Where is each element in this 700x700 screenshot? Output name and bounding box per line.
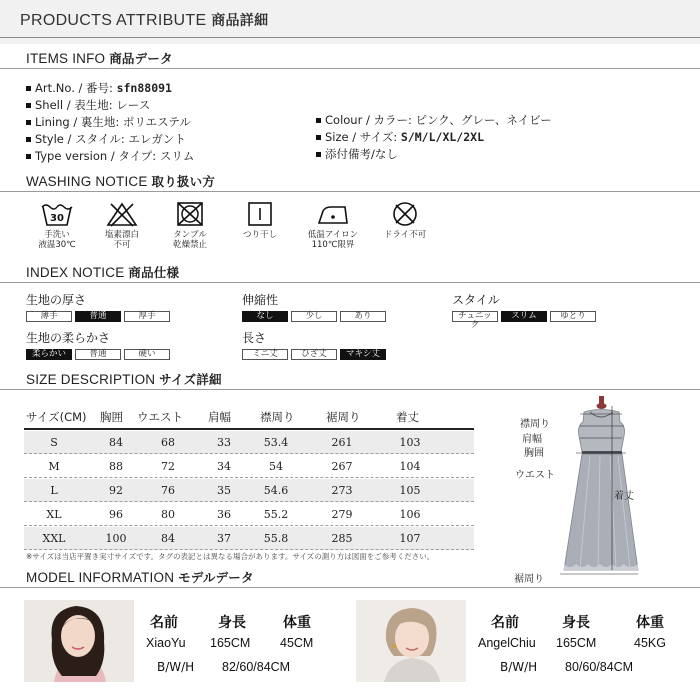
model1-name: XiaoYu bbox=[146, 636, 186, 650]
size-title bbox=[26, 370, 222, 388]
size-cell: 106 bbox=[399, 508, 421, 521]
model2-weight-header: 体重 bbox=[636, 615, 664, 631]
size-cell-label: M bbox=[48, 460, 60, 473]
page-title-ja: 商品詳細 bbox=[211, 13, 269, 29]
size-cell: 103 bbox=[399, 436, 421, 449]
model2-bwh: 80/60/84CM bbox=[565, 660, 634, 674]
size-table-row bbox=[24, 503, 474, 526]
model1-bwh-label: B/W/H bbox=[157, 660, 195, 674]
items-info-title bbox=[26, 49, 173, 67]
model2-height-header: 身長 bbox=[562, 615, 590, 631]
size-cell: 84 bbox=[161, 532, 175, 545]
stretch-option-yes: あり bbox=[340, 311, 386, 322]
col-chest: 胸囲 bbox=[100, 410, 123, 424]
info-size: Size / サイズ: S/M/L/XL/2XL bbox=[316, 129, 552, 146]
thickness-option-thick: 厚手 bbox=[124, 311, 170, 322]
size-title-ja: サイズ詳細 bbox=[159, 372, 222, 387]
size-cell: 96 bbox=[109, 508, 123, 521]
size-cell: 68 bbox=[161, 436, 175, 449]
size-divider bbox=[0, 389, 700, 390]
size-cell: 84 bbox=[109, 436, 123, 449]
model1-height-header: 身長 bbox=[218, 615, 246, 631]
model2-name-header: 名前 bbox=[491, 615, 519, 631]
no-dry-clean-icon bbox=[390, 201, 420, 227]
no-tumble-dry-icon bbox=[175, 201, 205, 227]
wash-item-no-bleach: 塩素漂白 不可 bbox=[90, 201, 154, 250]
washing-title-ja: 取り扱い方 bbox=[151, 174, 216, 189]
size-cell: 279 bbox=[331, 508, 353, 521]
length-title: 長さ bbox=[242, 331, 267, 345]
size-cell: 54 bbox=[269, 460, 283, 473]
model2-name: AngelChiu bbox=[478, 636, 536, 650]
size-table-header bbox=[26, 409, 472, 427]
index-title bbox=[26, 263, 179, 281]
softness-option-soft: 柔らかい bbox=[26, 349, 72, 360]
svg-text:30: 30 bbox=[50, 213, 64, 224]
size-cell: 107 bbox=[399, 532, 421, 545]
items-info-right bbox=[316, 112, 552, 163]
model-photo-2 bbox=[356, 600, 466, 682]
models-title-ja: モデルデータ bbox=[178, 570, 254, 585]
index-title-en: INDEX NOTICE bbox=[26, 265, 125, 280]
length-option-knee: ひざ丈 bbox=[291, 349, 337, 360]
size-cell: 55.8 bbox=[263, 532, 289, 545]
page-title bbox=[20, 10, 268, 30]
washing-divider bbox=[0, 191, 700, 192]
size-cell: 54.6 bbox=[263, 484, 289, 497]
wash-item-no-tumble: タンブル 乾燥禁止 bbox=[158, 201, 222, 250]
wash-item-hand-wash: 30 手洗い 液温30℃ bbox=[25, 201, 89, 250]
info-remarks: 添付備考/なし bbox=[316, 146, 552, 163]
info-style: Style / スタイル: エレガント bbox=[26, 131, 194, 148]
page-title-en: PRODUCTS ATTRIBUTE bbox=[20, 12, 207, 29]
softness-option-hard: 硬い bbox=[124, 349, 170, 360]
size-cell: 104 bbox=[399, 460, 421, 473]
washing-title bbox=[26, 172, 215, 190]
info-lining: Lining / 裏生地: ポリエステル bbox=[26, 114, 194, 131]
model1-weight-header: 体重 bbox=[283, 615, 311, 631]
stretch-option-little: 少し bbox=[291, 311, 337, 322]
index-softness bbox=[26, 329, 170, 360]
size-title-en: SIZE DESCRIPTION bbox=[26, 372, 156, 387]
size-cell: 34 bbox=[217, 460, 231, 473]
style-option-loose: ゆとり bbox=[550, 311, 596, 322]
size-cell: 88 bbox=[109, 460, 123, 473]
wash-item-low-iron: 低温アイロン 110℃限界 bbox=[301, 201, 365, 250]
wash-item-hang-dry: つり干し bbox=[228, 201, 292, 240]
col-size: サイズ(CM) bbox=[26, 410, 87, 424]
size-table-top-rule bbox=[24, 428, 474, 430]
model-photo-1 bbox=[24, 600, 134, 682]
models-title bbox=[26, 568, 254, 586]
hang-dry-icon bbox=[245, 201, 275, 227]
size-cell: 35 bbox=[217, 484, 231, 497]
style-option-tunic: チュニック bbox=[452, 311, 498, 322]
header-divider bbox=[0, 37, 700, 38]
index-stretch bbox=[242, 291, 386, 322]
size-cell: 261 bbox=[331, 436, 353, 449]
items-info-title-ja: 商品データ bbox=[109, 51, 173, 66]
col-waist: ウエスト bbox=[137, 410, 183, 424]
size-table-row bbox=[24, 431, 474, 454]
model1-bwh: 82/60/84CM bbox=[222, 660, 291, 674]
washing-title-en: WASHING NOTICE bbox=[26, 174, 148, 189]
index-divider bbox=[0, 282, 700, 283]
info-art-no: Art.No. / 番号: sfn88091 bbox=[26, 80, 194, 97]
softness-title: 生地の柔らかさ bbox=[26, 331, 111, 345]
models-divider bbox=[0, 587, 700, 588]
no-bleach-icon bbox=[106, 201, 138, 227]
model2-height: 165CM bbox=[556, 636, 597, 650]
size-cell: 53.4 bbox=[263, 436, 289, 449]
thickness-title: 生地の厚さ bbox=[26, 293, 87, 307]
index-length bbox=[242, 329, 386, 360]
model1-weight: 45CM bbox=[280, 636, 314, 650]
stretch-title: 伸縮性 bbox=[242, 293, 279, 307]
size-cell: 36 bbox=[217, 508, 231, 521]
stretch-option-none: なし bbox=[242, 311, 288, 322]
diagram-label-length: 着丈 bbox=[614, 491, 634, 502]
size-cell: 55.2 bbox=[263, 508, 289, 521]
size-cell: 267 bbox=[331, 460, 353, 473]
diagram-label-shoulder: 肩幅 bbox=[522, 434, 542, 445]
softness-option-normal: 普通 bbox=[75, 349, 121, 360]
index-thickness bbox=[26, 291, 170, 322]
diagram-label-hem: 裾周り bbox=[514, 574, 544, 585]
info-type-version: Type version / タイプ: スリム bbox=[26, 148, 194, 165]
model1-height: 165CM bbox=[210, 636, 251, 650]
size-cell: 37 bbox=[217, 532, 231, 545]
col-hem: 裾周り bbox=[326, 410, 361, 424]
wash-item-no-dry-clean: ドライ不可 bbox=[373, 201, 437, 240]
col-length: 着丈 bbox=[396, 410, 419, 424]
low-iron-icon bbox=[315, 201, 351, 227]
items-info-title-en: ITEMS INFO bbox=[26, 51, 106, 66]
items-info-divider bbox=[0, 68, 700, 69]
model2-weight: 45KG bbox=[634, 636, 666, 650]
model1-name-header: 名前 bbox=[150, 615, 178, 631]
diagram-label-waist: ウエスト bbox=[515, 470, 555, 481]
info-shell: Shell / 表生地: レース bbox=[26, 97, 194, 114]
size-cell: 92 bbox=[109, 484, 123, 497]
col-shoulder: 肩幅 bbox=[208, 410, 231, 424]
size-cell: 33 bbox=[217, 436, 231, 449]
size-table-row bbox=[24, 527, 474, 550]
size-cell-label: S bbox=[50, 436, 58, 449]
size-cell-label: XL bbox=[46, 508, 62, 521]
style-title: スタイル bbox=[452, 293, 500, 307]
size-cell: 273 bbox=[331, 484, 353, 497]
items-info-left bbox=[26, 80, 194, 165]
thickness-option-normal: 普通 bbox=[75, 311, 121, 322]
size-cell-label: XXL bbox=[42, 532, 66, 545]
size-cell: 285 bbox=[331, 532, 353, 545]
size-table-row bbox=[24, 479, 474, 502]
length-option-mini: ミニ丈 bbox=[242, 349, 288, 360]
length-option-maxi: マキシ丈 bbox=[340, 349, 386, 360]
model2-bwh-label: B/W/H bbox=[500, 660, 538, 674]
col-collar: 襟周り bbox=[260, 410, 295, 424]
style-option-slim: スリム bbox=[501, 311, 547, 322]
size-note: ※サイズは当店平置き実寸サイズです。タグの表記とは異なる場合があります。サイズの測り方は図面をご参考ください。 bbox=[26, 552, 435, 561]
size-cell: 105 bbox=[399, 484, 421, 497]
size-cell: 76 bbox=[161, 484, 175, 497]
size-cell: 72 bbox=[161, 460, 175, 473]
size-cell: 80 bbox=[161, 508, 175, 521]
hand-wash-30-icon bbox=[40, 201, 74, 227]
size-table-row bbox=[24, 455, 474, 478]
diagram-label-collar: 襟周り bbox=[520, 419, 550, 430]
models-title-en: MODEL INFORMATION bbox=[26, 570, 175, 585]
index-style bbox=[452, 291, 596, 330]
thickness-option-thin: 薄手 bbox=[26, 311, 72, 322]
size-cell-label: L bbox=[50, 484, 58, 497]
index-title-ja: 商品仕様 bbox=[128, 265, 180, 280]
size-cell: 100 bbox=[105, 532, 127, 545]
info-colour: Colour / カラー: ピンク、グレー、ネイビー bbox=[316, 112, 552, 129]
diagram-label-chest: 胸囲 bbox=[524, 448, 544, 459]
